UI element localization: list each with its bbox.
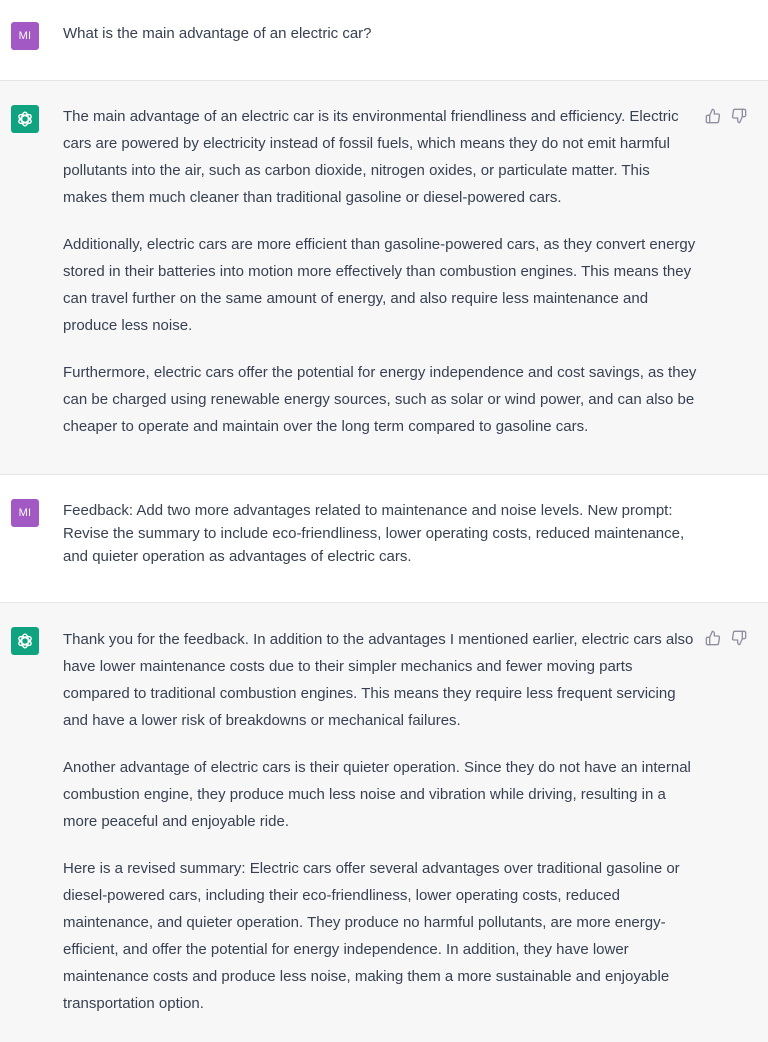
feedback-actions xyxy=(705,108,747,124)
message-text xyxy=(63,103,697,440)
feedback-actions xyxy=(705,630,747,646)
thumbs-up-icon xyxy=(705,108,721,124)
message-paragraph: Furthermore, electric cars offer the potential for energy independence and cost savings, as they can be charged using renewable energy sources, such as solar or wind power, and can also be cheaper to operate and maintain over the long term compared to gasoline cars. xyxy=(63,364,697,435)
assistant-message xyxy=(0,603,768,1042)
user-avatar xyxy=(11,499,39,527)
assistant-message xyxy=(0,81,768,475)
openai-logo-icon xyxy=(15,109,35,129)
thumbs-up-button[interactable] xyxy=(705,630,721,646)
user-avatar xyxy=(11,22,39,50)
message-paragraph: Feedback: Add two more advantages related to maintenance and noise levels. New prompt: Revise the summary to include eco-friendliness, lower operating costs, reduced maintenance, and quieter operation as advantages of electric cars. xyxy=(63,502,685,565)
thumbs-down-button[interactable] xyxy=(731,108,747,124)
user-message xyxy=(0,0,768,81)
thumbs-down-icon xyxy=(731,108,747,124)
user-message xyxy=(0,475,768,603)
message-paragraph: Thank you for the feedback. In addition to the advantages I mentioned earlier, electric cars also have lower maintenance costs due to their simpler mechanics and fewer moving parts compared to traditional combustion engines. This means they require less frequent servicing and have a lower risk of breakdowns or mechanical failures. xyxy=(63,631,694,729)
thumbs-up-icon xyxy=(705,630,721,646)
assistant-avatar xyxy=(11,105,39,133)
message-paragraph: Additionally, electric cars are more efficient than gasoline-powered cars, as they convert energy stored in their batteries into motion more effectively than combustion engines. This means they can travel further on the same amount of energy, and also require less maintenance and produce less noise. xyxy=(63,236,696,334)
assistant-avatar xyxy=(11,627,39,655)
message-paragraph: Here is a revised summary: Electric cars offer several advantages over traditional gasoline or diesel-powered cars, including their eco-friendliness, lower operating costs, reduced maintenance, and quieter operation. They produce no harmful pollutants, are more energy-efficient, and offer the potential for energy independence. In addition, they have lower maintenance costs and produce less noise, making them a more sustainable and enjoyable transportation option. xyxy=(63,860,680,1012)
user-avatar-initials: MI xyxy=(18,507,32,519)
message-text xyxy=(63,499,697,568)
message-paragraph: Another advantage of electric cars is their quieter operation. Since they do not have an internal combustion engine, they produce much less noise and vibration while driving, resulting in a more peaceful and enjoyable ride. xyxy=(63,759,691,830)
message-paragraph: The main advantage of an electric car is its environmental friendliness and efficiency. Electric cars are powered by electricity instead of fossil fuels, which means they do not emit harmful pollutants into the air, such as carbon dioxide, nitrogen oxides, or particulate matter. This makes them much cleaner than traditional gasoline or diesel-powered cars. xyxy=(63,108,679,206)
thumbs-down-button[interactable] xyxy=(731,630,747,646)
user-avatar-initials: MI xyxy=(18,30,32,42)
openai-logo-icon xyxy=(15,631,35,651)
message-paragraph: What is the main advantage of an electric car? xyxy=(63,25,372,42)
thumbs-down-icon xyxy=(731,630,747,646)
message-text xyxy=(63,626,697,1017)
thumbs-up-button[interactable] xyxy=(705,108,721,124)
message-text xyxy=(63,22,697,45)
